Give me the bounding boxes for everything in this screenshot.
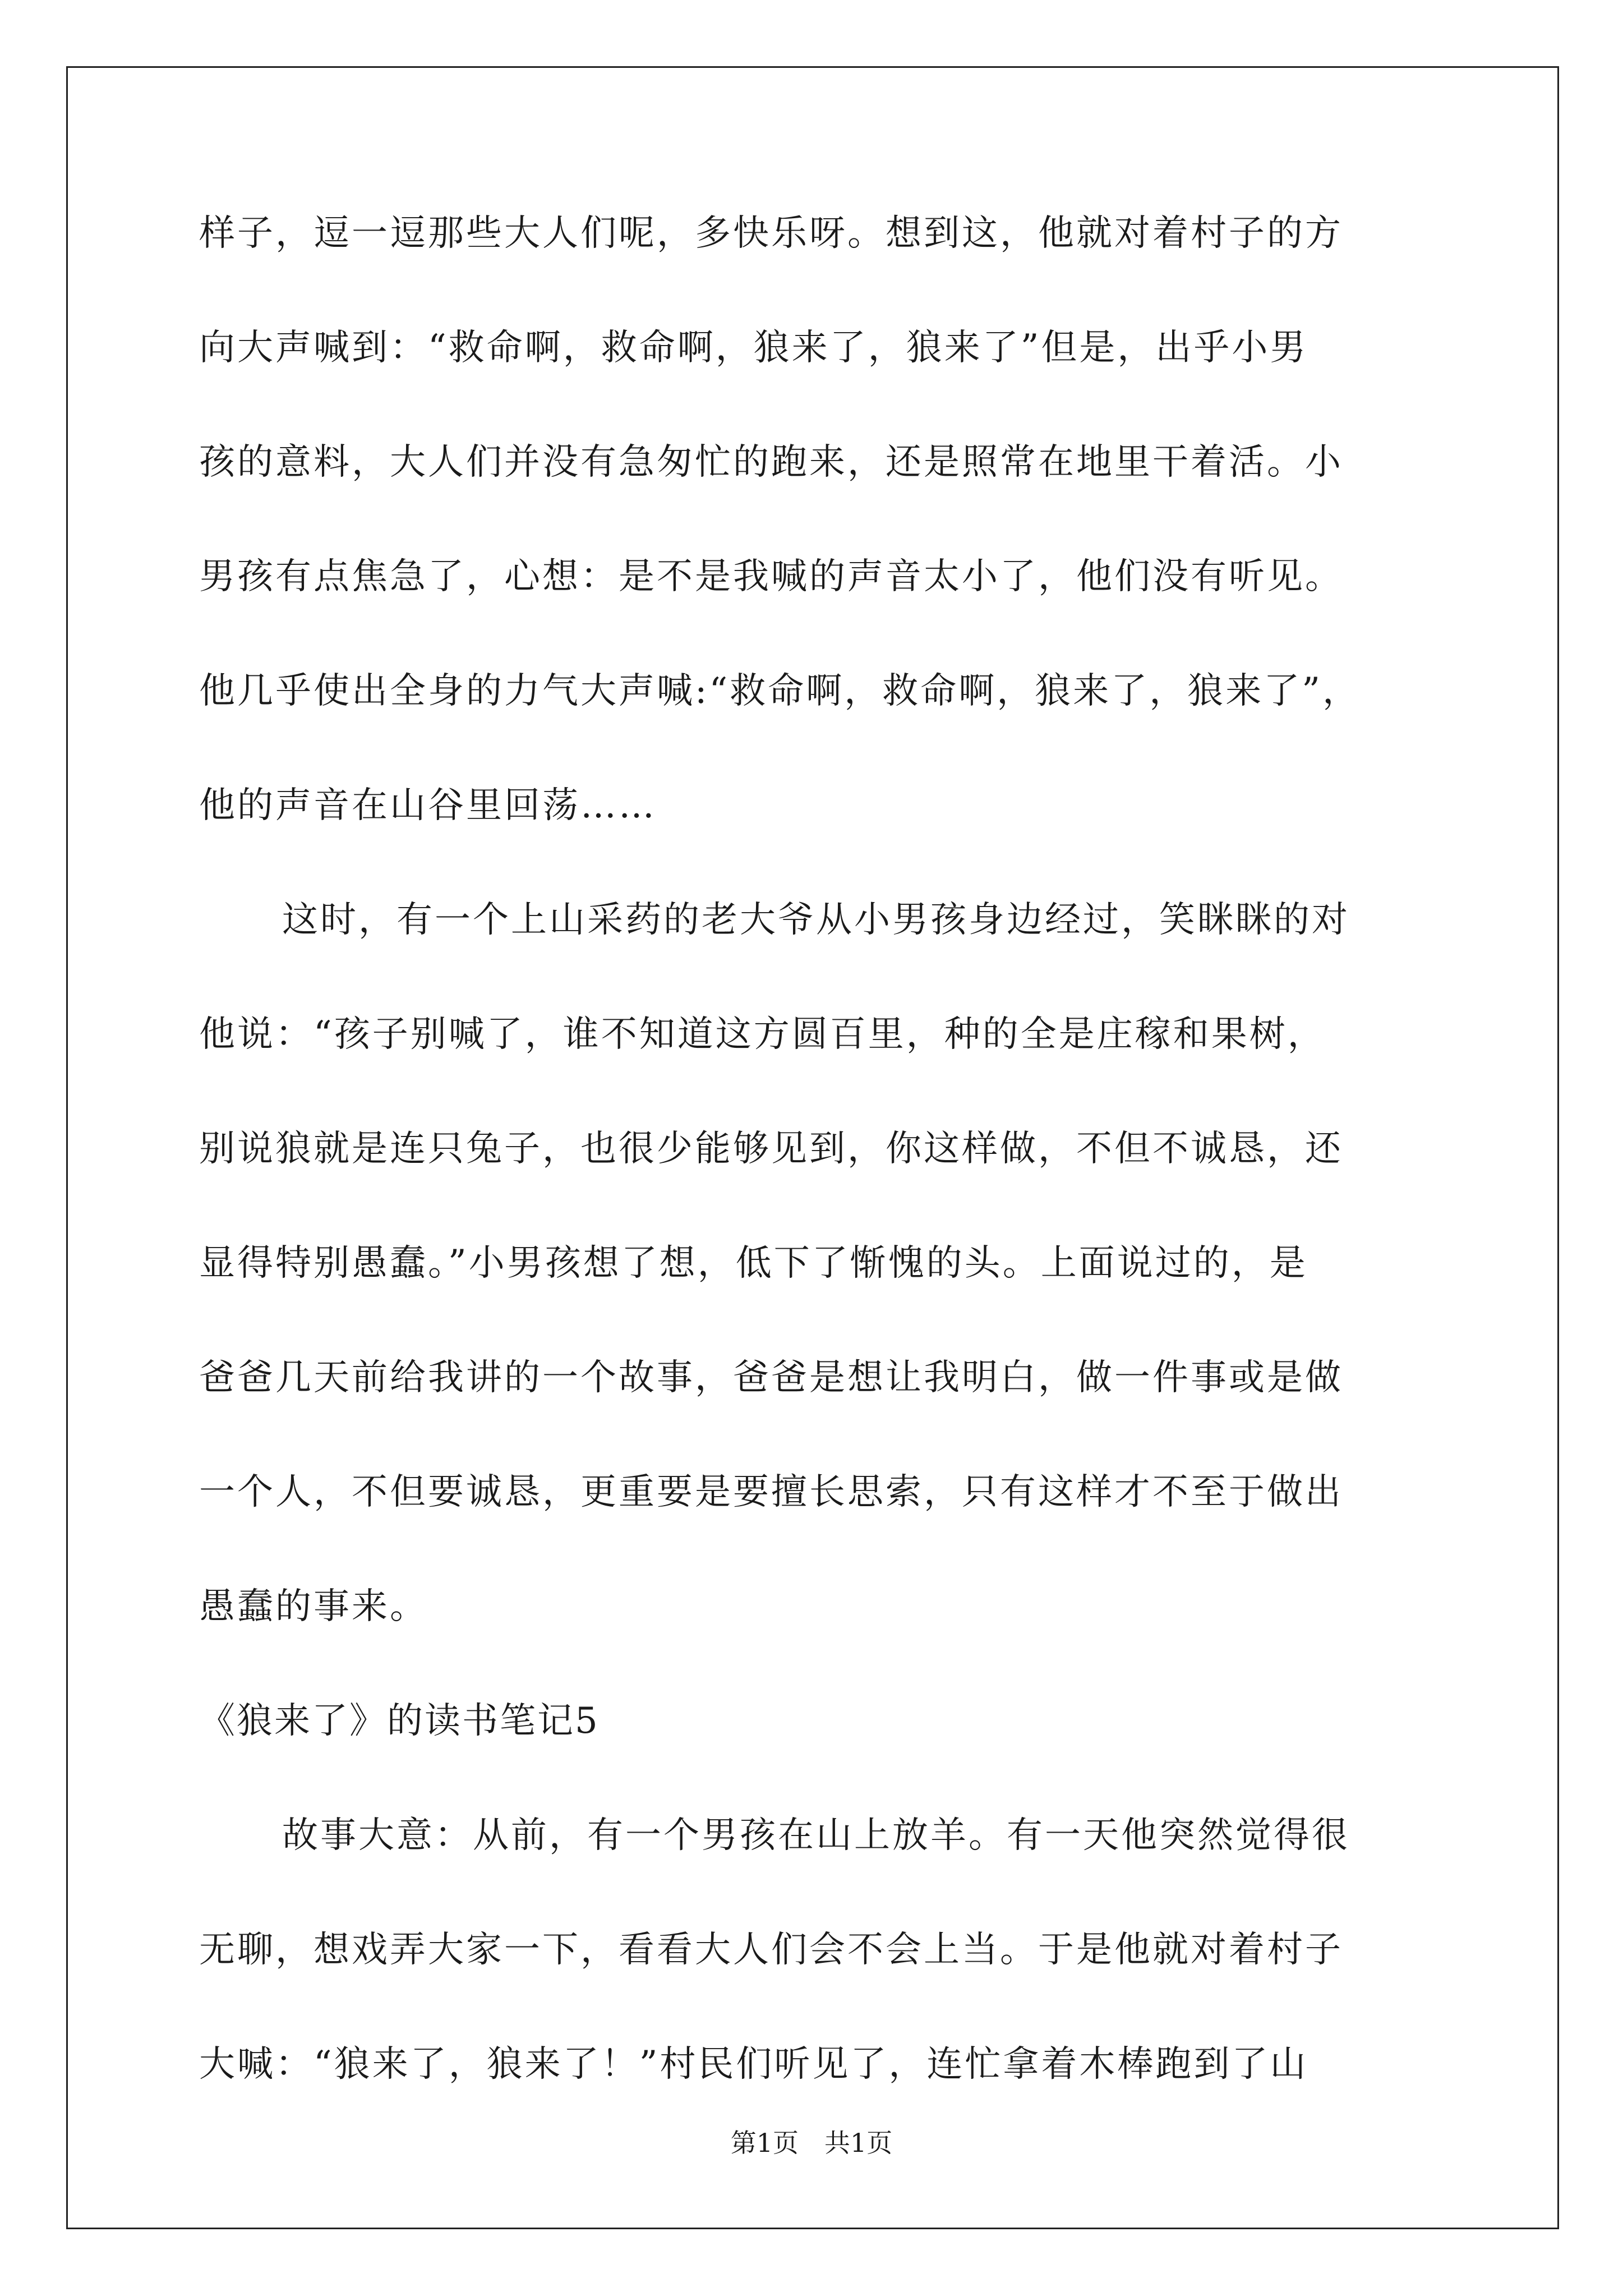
- document-body: [199, 215, 1450, 2161]
- text-line: 他的声音在山谷里回荡……: [199, 785, 657, 826]
- text-line: 孩的意料，大人们并没有急匆忙的跑来，还是照常在地里干着活。小: [199, 441, 1343, 483]
- text-line: 他说：“孩子别喊了，谁不知道这方圆百里，种的全是庄稼和果树，: [199, 1014, 1326, 1055]
- text-line: 故事大意：从前，有一个男孩在山上放羊。有一天他突然觉得很: [282, 1815, 1350, 1856]
- text-line: 别说狼就是连只兔子，也很少能够见到，你这样做，不但不诚恳，还: [199, 1128, 1343, 1170]
- text-line: 样子，逗一逗那些大人们呢，多快乐呀。想到这，他就对着村子的方: [199, 213, 1343, 254]
- text-line: 向大声喊到：“救命啊，救命啊，狼来了，狼来了”但是，出乎小男: [199, 327, 1308, 369]
- page-number-footer: 第1页 共1页: [730, 2128, 893, 2158]
- text-line: 他几乎使出全身的力气大声喊:“救命啊，救命啊，狼来了，狼来了”，: [199, 670, 1361, 712]
- text-line: 这时，有一个上山采药的老大爷从小男孩身边经过，笑眯眯的对: [282, 899, 1350, 941]
- section-heading: 《狼来了》的读书笔记5: [199, 1700, 600, 1742]
- text-line: 无聊，想戏弄大家一下，看看大人们会不会上当。于是他就对着村子: [199, 1929, 1343, 1971]
- text-line: 大喊：“狼来了，狼来了！”村民们听见了，连忙拿着木棒跑到了山: [199, 2044, 1308, 2085]
- text-line: 一个人，不但要诚恳，更重要是要擅长思索，只有这样才不至于做出: [199, 1471, 1343, 1513]
- text-line: 男孩有点焦急了，心想：是不是我喊的声音太小了，他们没有听见。: [199, 556, 1343, 597]
- text-line: 愚蠢的事来。: [199, 1586, 428, 1627]
- text-line: 显得特别愚蠢。”小男孩想了想，低下了惭愧的头。上面说过的，是: [199, 1243, 1308, 1284]
- text-line: 爸爸几天前给我讲的一个故事，爸爸是想让我明白，做一件事或是做: [199, 1357, 1343, 1398]
